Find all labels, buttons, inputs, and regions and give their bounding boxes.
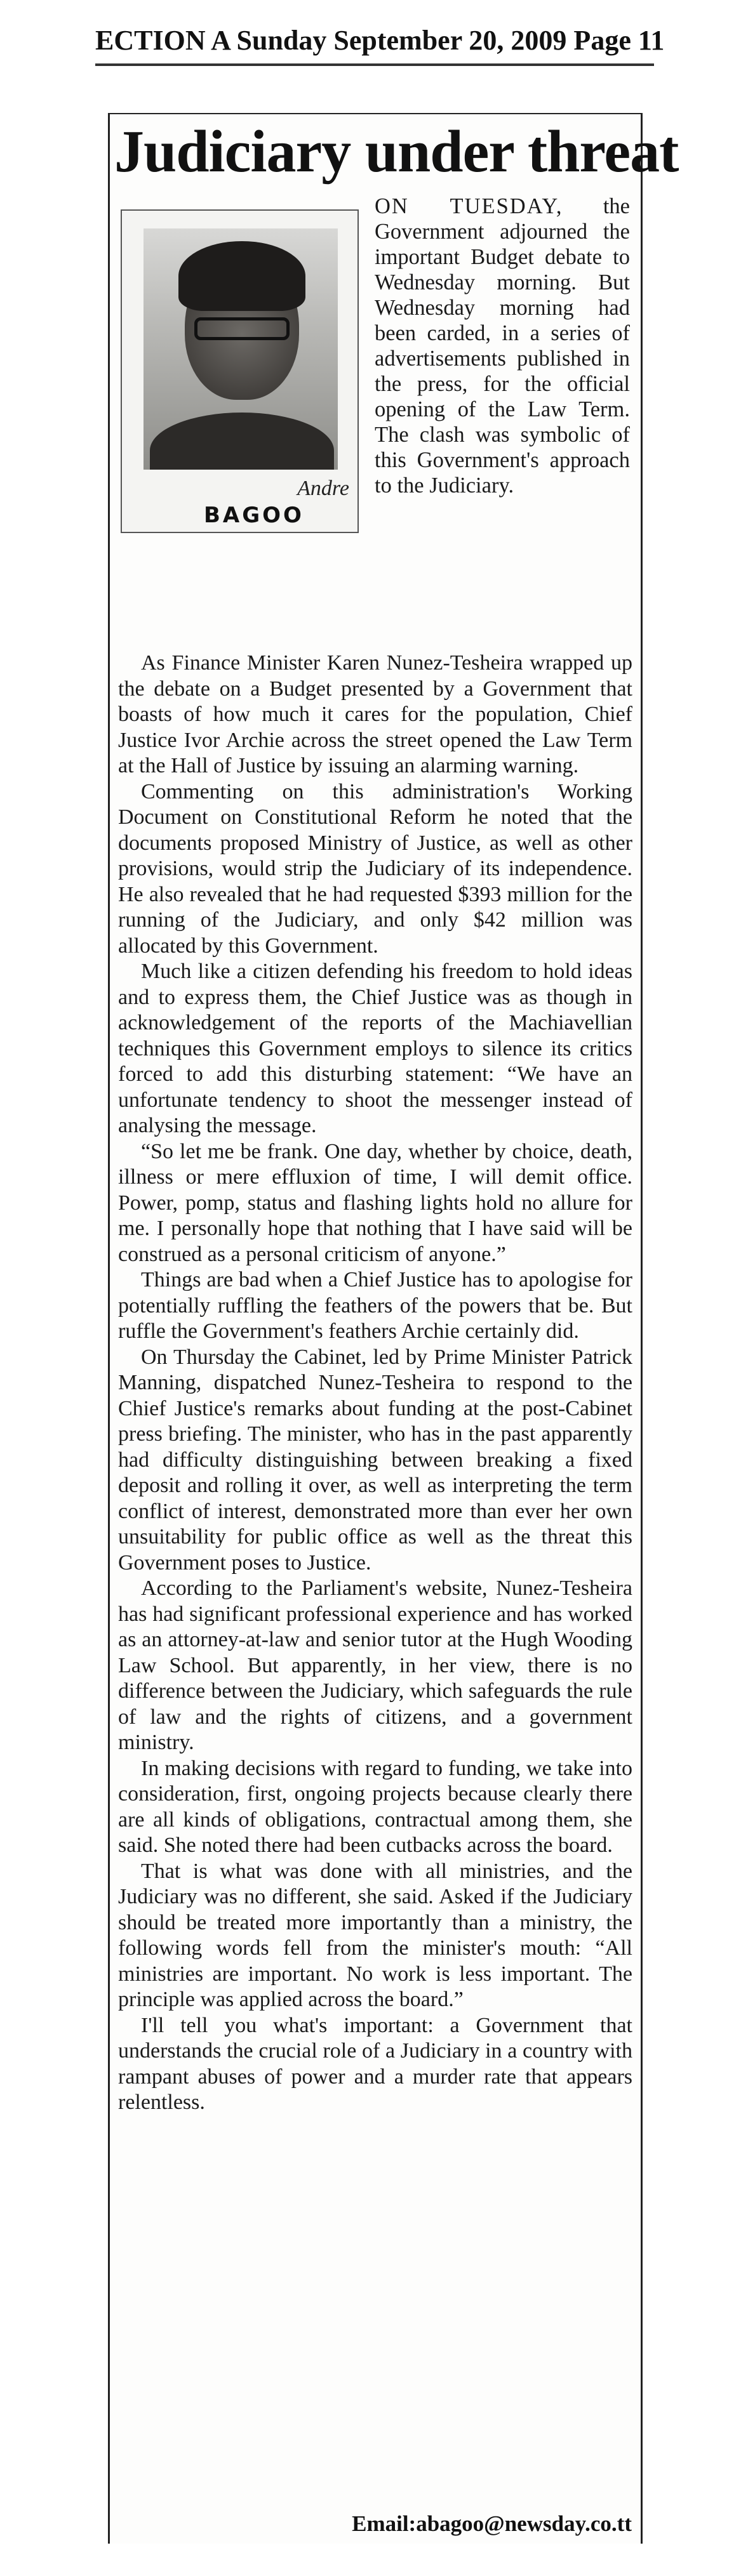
paragraph: As Finance Minister Karen Nunez-Tesheira wrapped up the debate on a Budget presented by a Government that boasts of how much it cares for the population, Chief Justice Ivor Archie across the street opened the Law Term at the Hall of Justice by issuing an alarming warning. — [118, 651, 632, 777]
paragraph: Much like a citizen defending his freedom to hold ideas and to express them, the Chief Justice was as though in acknowledgement of the reports of the Machiavellian techniques this Government employs to silence its critics forced to add this disturbing statement: “We have an unfortunate tendency to shoot the messenger instead of analysing the message. — [118, 960, 632, 1137]
author-portrait-icon — [144, 228, 338, 470]
paragraph: According to the Parliament's website, Nunez-Tesheira has had significant professional experience and has worked as an attorney-at-law and senior tutor at the Hugh Wooding Law School. But apparently, in her view, there is no difference between the Judiciary, which safeguards the rule of law and the rights of citizens, and a government ministry. — [118, 1576, 632, 1754]
paragraph: That is what was done with all ministries, and the Judiciary was no different, she said. Asked if the Judiciary should be treated more importantly than a ministry, the following words fell from the minister's mouth: “All ministries are important. No work is less important. The principle was applied across the board.” — [118, 1859, 632, 2011]
header-rule — [95, 63, 654, 66]
lead-rest: the Government adjourned the important Budget debate to Wednesday morning. But Wednesday morning had been carded, in a series of advertisements published in the press, for the official opening of the Law Term. The clash was symbolic of this Government's approach to the Judiciary. — [375, 194, 630, 498]
lead-paragraph — [375, 194, 630, 498]
article-body — [118, 651, 632, 2116]
paragraph: Commenting on this administration's Working Document on Constitutional Reform he noted that the documents proposed Ministry of Justice, as well as other provisions, would strip the Judiciary of its independence. He also revealed that he had requested $393 million for the running of the Judiciary, and only $42 million was allocated by this Government. — [118, 779, 632, 958]
paragraph: “So let me be frank. One day, whether by choice, death, illness or mere effluxion of time, I will demit office. Power, pomp, status and flashing lights hold no allure for me. I personally hope that nothing that I have said will be construed as a personal criticism of anyone.” — [118, 1139, 632, 1266]
lead-open: ON TUESDAY, — [375, 194, 563, 218]
headline: Judiciary under threat — [114, 119, 679, 185]
paragraph: In making decisions with regard to funding, we take into consideration, first, ongoing projects because clearly there are all kinds of obligations, contractual among them, she said. She noted there had been cutbacks across the board. — [118, 1756, 632, 1857]
paragraph: Things are bad when a Chief Justice has to apologise for potentially ruffling the feathers of the powers that be. But ruffle the Government's feathers Archie certainly did. — [118, 1268, 632, 1343]
byline-first-name: Andre — [297, 477, 349, 500]
paragraph: On Thursday the Cabinet, led by Prime Minister Patrick Manning, dispatched Nunez-Tesheira to respond to the Chief Justice's remarks about funding at the post-Cabinet press briefing. The minister, who has in the past apparently had difficulty distinguishing between breaking a fixed deposit and rolling it over, as well as interpreting the term conflict of interest, demonstrated more than ever her own unsuitability for public office as well as the threat this Government poses to Justice. — [118, 1345, 632, 1575]
author-email: Email:abagoo@newsday.co.tt — [352, 2511, 632, 2536]
page-header: ECTION A Sunday September 20, 2009 Page 11 — [95, 25, 665, 56]
paragraph: I'll tell you what's important: a Government that understands the crucial role of a Judiciary in a country with rampant abuses of power and a murder rate that appears relentless. — [118, 2013, 632, 2114]
byline-last-name: BAGOO — [204, 503, 304, 528]
